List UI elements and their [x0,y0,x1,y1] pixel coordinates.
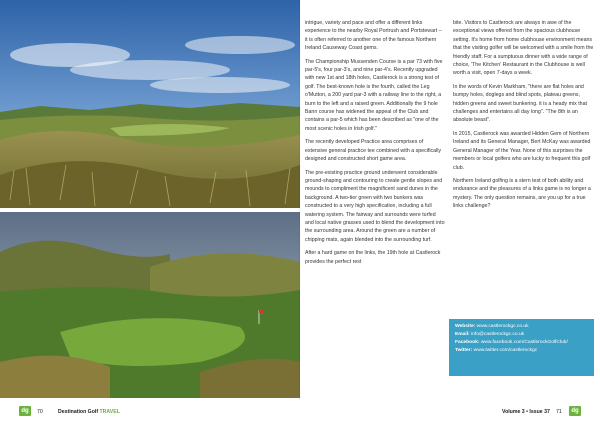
article-paragraph: The recently developed Practice area comprises of extensive general practice tee combined with a specifically designed and constructed short game area. [305,139,441,163]
email-line [455,331,588,339]
website-link[interactable]: www.castlerockgc.co.uk [476,324,529,329]
links-fairway-photo-graphic [0,212,300,398]
dunes-golf-course-photo-graphic [0,0,300,208]
magazine-title [58,409,120,415]
article-paragraph: After a hard game on the links, the 19th hole at Castlerock provides the perfect rest [305,250,441,265]
article-column-left [305,19,445,271]
article-paragraph: In the words of Kevin Markham, "there are flat holes and bumpy holes, doglegs and blind spots, plateau greens, hidden greens and sweet bunkering. it is a heady mix that challenges and entertains all day long". "The 8th is an absolute beast". [453,83,587,124]
twitter-link[interactable]: www.twitter.com/castlerockgc [473,348,538,354]
article-paragraph: The Championship Mussenden Course is a par 73 with five par-5's, four par-3's, and nine par-4's. Recently upgraded with new 1st and 18th holes, Castlerock is a strong test of golf. The best-known hole is the fourth, called the Leg o'Mutton, a 200 yard par-3 with a railway line to the right, a burn to the left and a raised green. Additionally the 9 hole Bann course has widened the appeal of the Club and contains a par-5 which has been described as "one of the most scenic holes in Irish golf." [305,58,443,132]
destination-golf-logo: dg [19,406,31,416]
website-label: Website: [455,324,476,329]
article-paragraph: intrigue, variety and pace and offer a different links experience to the nearby Royal Portrush and Portstewart – it is often referred to another one of the famous Northern Ireland Causeway Coast gems. [305,20,442,52]
page-number-right: 71 [556,409,562,415]
twitter-label: Twitter: [455,348,473,354]
page-gutter [299,0,301,400]
twitter-line [455,347,588,355]
issue-label: Volume 3 • Issue 37 [502,409,550,415]
links-fairway-photo [0,212,300,398]
website-line [455,323,588,331]
facebook-label: Facebook: [455,340,480,346]
page-number-left: 70 [37,409,43,415]
article-paragraph: Northern Ireland golfing is a stern test of both ability and endurance and the pleasures of a links game is no longer a mystery. The only question remains, are you up for a true links challenge? [453,177,591,210]
contact-info-box [449,319,594,376]
email-label: Email: [455,332,470,338]
article-paragraph: In 2015, Castlerock was awarded Hidden Gem of Northern Ireland and its General Manager, Bert McKay was awarded General Manager of the Year. None of this surprises the members or local golfers who are lucky to frequent this golf club. [453,130,591,171]
article-paragraph: The pre-existing practice ground underwent considerable ground-shaping and contouring to create gentle slopes and mounds to compliment the magnificent sand dunes in the background. A two-tier green with two bunkers was constructed to a very high specification, including a full watering system. The fairway and surrounds were turfed and local native grasses used to blend the development into the surrounding area. Around the green are a number of chipping mats, again blended into the surrounding turf. [305,169,445,243]
magazine-name: Destination Golf [58,409,99,415]
facebook-link[interactable]: www.facebook.com/CastlerockGolfClub/ [480,340,568,346]
facebook-line [455,339,588,347]
section-name: TRAVEL [99,409,120,415]
page-footer [0,402,600,422]
destination-golf-logo: dg [569,406,581,416]
dunes-golf-course-photo [0,0,300,208]
email-link[interactable]: info@castlerockgc.co.uk [471,332,525,338]
article-column-right [453,19,596,216]
article-paragraph: bite. Visitors to Castlerock are always in awe of the exceptional views offered from the spacious clubhouse setting. It's home from home clubhouse environment means that the visiting golfer will be welcomed with a smile from the friendly staff. For a sumptuous dinner with a wide range of choice, 'The Kitchen' Restaurant in the Clubhouse is well worth a visit, open 7-days a week. [453,20,594,77]
